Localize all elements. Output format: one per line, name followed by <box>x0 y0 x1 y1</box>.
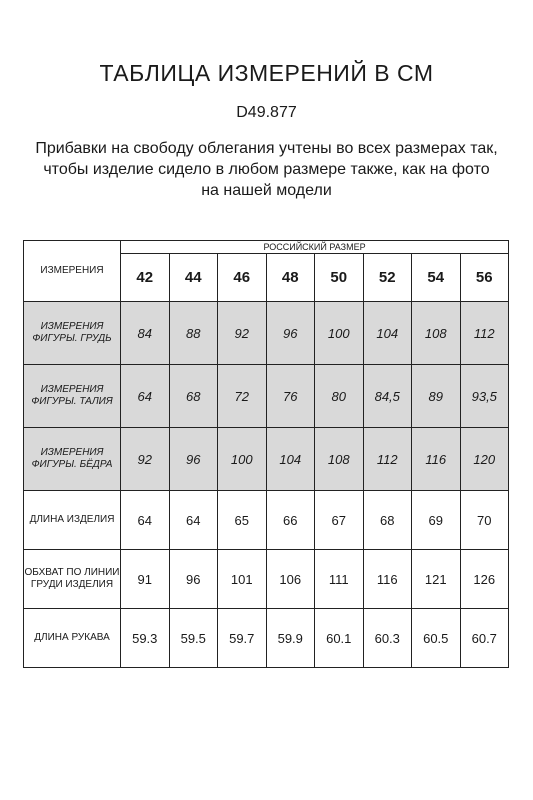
value-cell: 60.7 <box>460 609 509 668</box>
size-cell: 52 <box>363 254 412 302</box>
size-cell: 44 <box>169 254 218 302</box>
value-cell: 126 <box>460 550 509 609</box>
table-row <box>24 550 509 609</box>
row-label: ИЗМЕРЕНИЯ ФИГУРЫ. ТАЛИЯ <box>24 365 121 428</box>
value-cell: 80 <box>315 365 364 428</box>
value-cell: 108 <box>315 428 364 491</box>
value-cell: 64 <box>121 491 170 550</box>
value-cell: 67 <box>315 491 364 550</box>
table-row <box>24 609 509 668</box>
value-cell: 111 <box>315 550 364 609</box>
value-cell: 96 <box>169 550 218 609</box>
size-cell: 48 <box>266 254 315 302</box>
value-cell: 112 <box>363 428 412 491</box>
page-title: ТАБЛИЦА ИЗМЕРЕНИЙ В СМ <box>99 60 434 86</box>
value-cell: 89 <box>412 365 461 428</box>
row-label: ОБХВАТ ПО ЛИНИИ ГРУДИ ИЗДЕЛИЯ <box>24 550 121 609</box>
row-label: ИЗМЕРЕНИЯ ФИГУРЫ. БЁДРА <box>24 428 121 491</box>
table-row <box>24 302 509 365</box>
value-cell: 66 <box>266 491 315 550</box>
value-cell: 120 <box>460 428 509 491</box>
size-cell: 54 <box>412 254 461 302</box>
value-cell: 59.9 <box>266 609 315 668</box>
value-cell: 60.3 <box>363 609 412 668</box>
fit-description-line: чтобы изделие сидело в любом размере также, как на фото <box>43 161 490 178</box>
value-cell: 64 <box>121 365 170 428</box>
value-cell: 72 <box>218 365 267 428</box>
value-cell: 92 <box>218 302 267 365</box>
fit-description-line: Прибавки на свободу облегания учтены во всех размерах так, <box>35 140 498 157</box>
value-cell: 59.5 <box>169 609 218 668</box>
value-cell: 116 <box>412 428 461 491</box>
size-group-header: РОССИЙСКИЙ РАЗМЕР <box>121 241 509 254</box>
value-cell: 104 <box>363 302 412 365</box>
size-table-body <box>24 241 509 668</box>
size-cell: 46 <box>218 254 267 302</box>
value-cell: 91 <box>121 550 170 609</box>
value-cell: 59.7 <box>218 609 267 668</box>
value-cell: 60.5 <box>412 609 461 668</box>
value-cell: 101 <box>218 550 267 609</box>
fit-description-line: на нашей модели <box>201 182 332 199</box>
value-cell: 68 <box>363 491 412 550</box>
row-label: ДЛИНА ИЗДЕЛИЯ <box>24 491 121 550</box>
measurements-header: ИЗМЕРЕНИЯ <box>24 241 121 302</box>
value-cell: 104 <box>266 428 315 491</box>
value-cell: 69 <box>412 491 461 550</box>
value-cell: 70 <box>460 491 509 550</box>
value-cell: 116 <box>363 550 412 609</box>
value-cell: 84,5 <box>363 365 412 428</box>
value-cell: 112 <box>460 302 509 365</box>
value-cell: 96 <box>266 302 315 365</box>
value-cell: 60.1 <box>315 609 364 668</box>
row-label: ДЛИНА РУКАВА <box>24 609 121 668</box>
value-cell: 65 <box>218 491 267 550</box>
value-cell: 96 <box>169 428 218 491</box>
size-cell: 50 <box>315 254 364 302</box>
value-cell: 88 <box>169 302 218 365</box>
value-cell: 59.3 <box>121 609 170 668</box>
product-code: D49.877 <box>236 104 297 121</box>
value-cell: 106 <box>266 550 315 609</box>
size-cell: 56 <box>460 254 509 302</box>
value-cell: 121 <box>412 550 461 609</box>
size-table <box>23 240 509 668</box>
value-cell: 93,5 <box>460 365 509 428</box>
row-label: ИЗМЕРЕНИЯ ФИГУРЫ. ГРУДЬ <box>24 302 121 365</box>
table-row <box>24 365 509 428</box>
table-row <box>24 428 509 491</box>
table-row <box>24 491 509 550</box>
value-cell: 100 <box>218 428 267 491</box>
value-cell: 68 <box>169 365 218 428</box>
value-cell: 100 <box>315 302 364 365</box>
size-group-row <box>24 241 509 254</box>
value-cell: 92 <box>121 428 170 491</box>
value-cell: 108 <box>412 302 461 365</box>
value-cell: 84 <box>121 302 170 365</box>
value-cell: 76 <box>266 365 315 428</box>
fit-description <box>0 138 533 201</box>
value-cell: 64 <box>169 491 218 550</box>
size-cell: 42 <box>121 254 170 302</box>
